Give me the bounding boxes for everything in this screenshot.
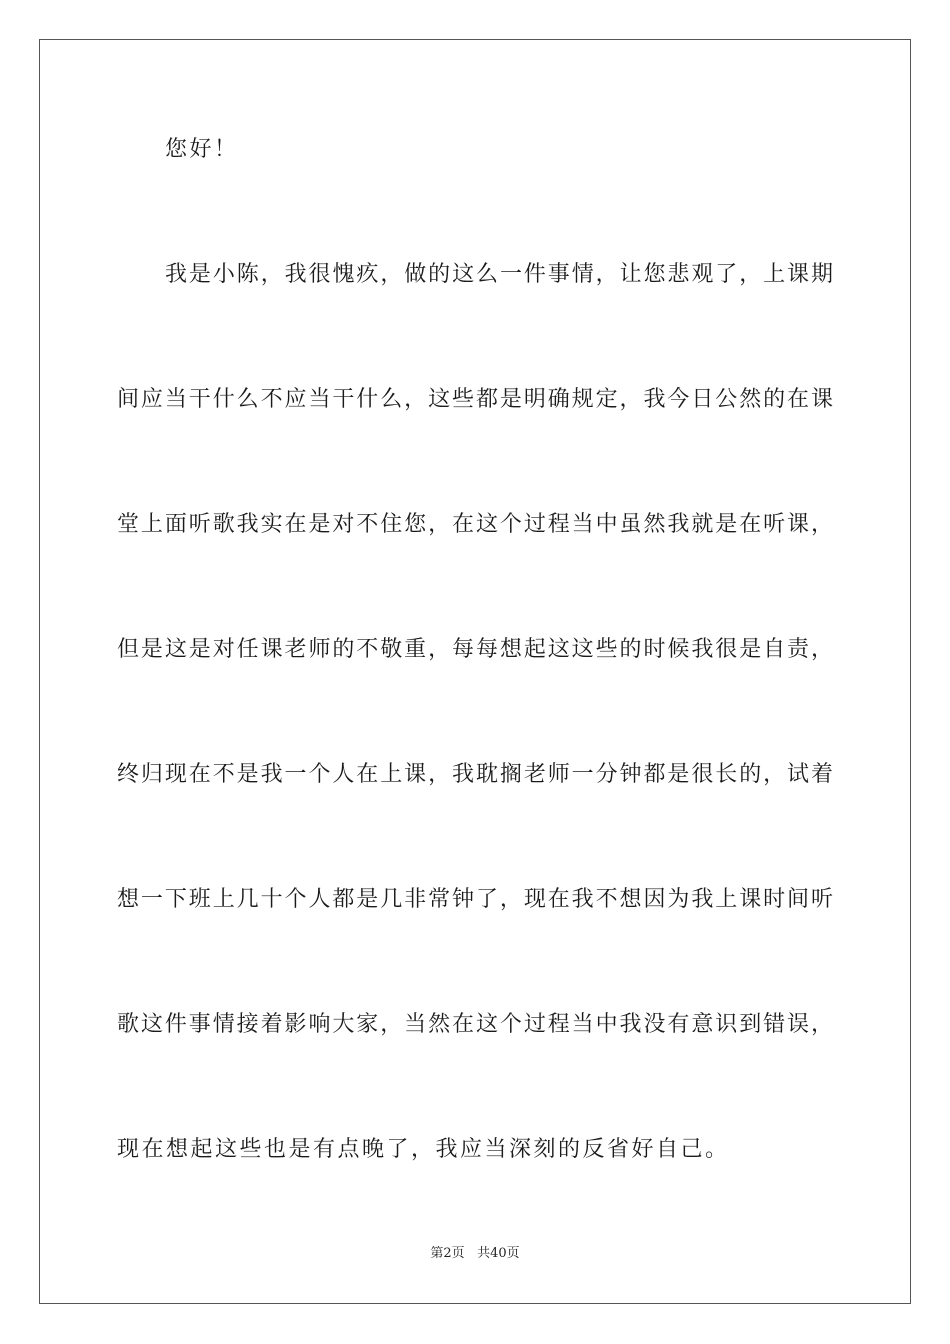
paragraph-line: 堂上面听歌我实在是对不住您，在这个过程当中虽然我就是在听课， (117, 512, 833, 537)
paragraph-line: 但是这是对任课老师的不敬重，每每想起这这些的时候我很是自责， (117, 637, 833, 662)
paragraph-line: 间应当干什么不应当干什么，这些都是明确规定，我今日公然的在课 (117, 387, 833, 412)
paragraph-line: 歌这件事情接着影响大家，当然在这个过程当中我没有意识到错误， (117, 1012, 833, 1037)
paragraph-line: 我是小陈，我很愧疚，做的这么一件事情，让您悲观了，上课期 (165, 262, 833, 287)
greeting: 您好！ (165, 137, 239, 162)
page-border (39, 39, 911, 1304)
page-number: 第2页 (430, 1246, 465, 1261)
paragraph-line: 现在想起这些也是有点晚了，我应当深刻的反省好自己。 (117, 1137, 730, 1162)
paragraph-line: 想一下班上几十个人都是几非常钟了，现在我不想因为我上课时间听 (117, 887, 833, 912)
paragraph-line: 终归现在不是我一个人在上课，我耽搁老师一分钟都是很长的，试着 (117, 762, 833, 787)
page-footer (0, 1245, 950, 1263)
page-total: 共40页 (477, 1246, 520, 1261)
